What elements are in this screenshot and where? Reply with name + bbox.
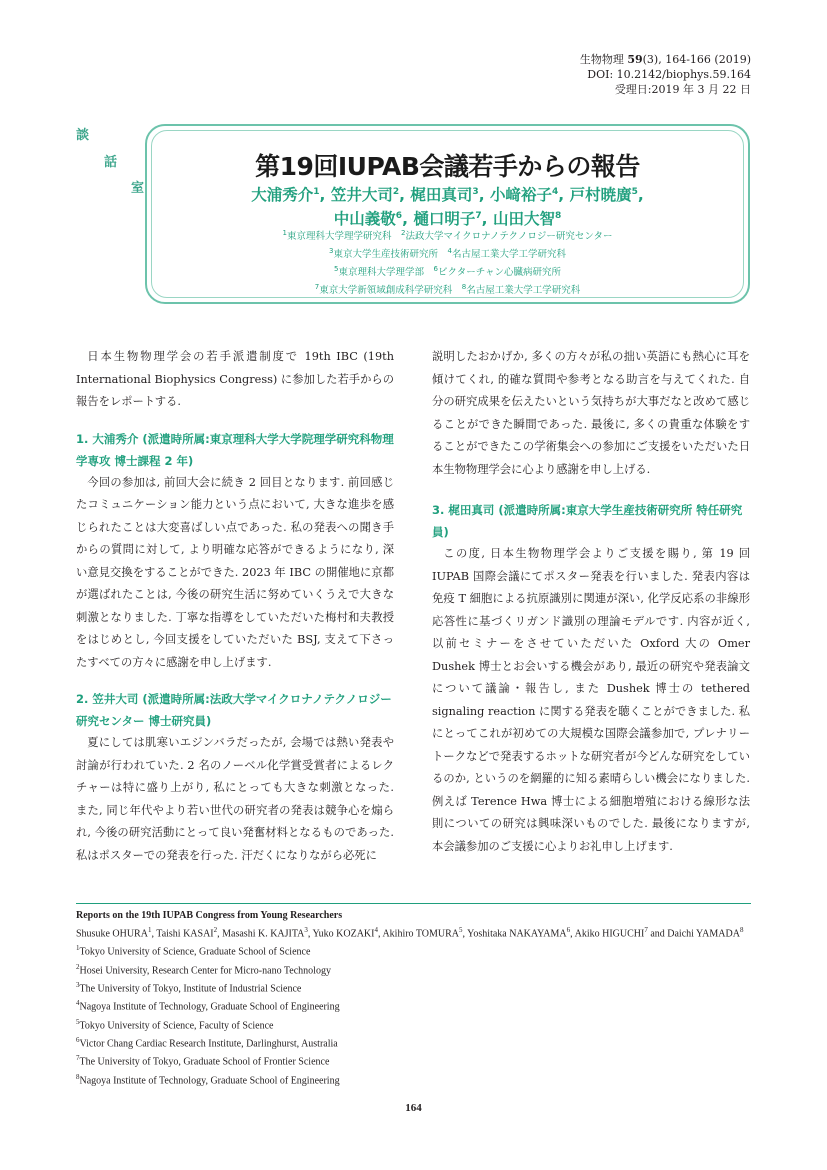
english-affiliation-name: Nagoya Institute of Technology, Graduate School of Engineering xyxy=(79,1074,340,1086)
author-superscript: 5 xyxy=(631,187,638,197)
section-3-text: この度, 日本生物物理学会よりご支援を賜り, 第 19 回 IUPAB 国際会議にてポスター発表を行いました. 発表内容は免疫 T 細胞による抗原識別に関連が深い, 化学反応系の非線形応答性に基づくリガンド識別の理論モデルです. 内容が近く, 以前セミナーをさせていただいた Oxford 大の Omer Dushek 博士とお会いする機会があり, 最近の研究や発表論文について議論・報告し, また Dushek 博士の tethered signaling reaction に関する発表を聴くことができました. 私にとってこれが初めての大規模な国際会議参加で, プレナリートークなどで発表するホットな研究者が今どんな研究をしているのか, というのを網羅的に知る素晴らしい機会になりました. 例えば Terence Hwa 博士による細胞増殖における線形な法則についての研究は興味深いものでした. 最後になりますが, 本会議参加のご支援に心よりお礼申し上げます. xyxy=(432,547,750,853)
affiliation-superscript: 6 xyxy=(433,265,438,274)
english-affiliation xyxy=(76,960,751,978)
author-name: 山田大智 xyxy=(492,210,555,229)
author-line-2: 中山義敬$^6$, 樋口明子$^7$, 山田大智$^8$ xyxy=(333,210,562,229)
author-line-1: 大浦秀介$^1$, 笠井大司$^2$, 梶田真司$^3$, 小﨑裕子$^4$, 戸村暁廣$^5$, xyxy=(251,186,644,205)
affiliation-superscript: 3 xyxy=(329,247,334,256)
english-author-superscript: 2 xyxy=(213,926,218,934)
author-superscript: 6 xyxy=(395,211,403,222)
english-affiliation-name: Tokyo University of Science, Graduate School of Science xyxy=(79,946,311,958)
english-affiliation xyxy=(76,1070,751,1088)
english-author-name: Shusuke OHURA xyxy=(76,928,148,940)
english-affiliation xyxy=(76,1015,751,1033)
section-2-continued: 説明したおかげか, 多くの方々が私の拙い英語にも熱心に耳を傾けてくれ, 的確な質問や参考となる助言を与えてくれた. 自分の研究成果を伝えたいという気持ちが大事だなと改めて感じることができた瞬間であった. 最後に, 多くの貴重な体験をすることができたこの学術集会への参加にご支援をいただいた日本生物物理学会に心より感謝を申し上げる. xyxy=(432,350,750,476)
author-name: 梶田真司 xyxy=(410,186,473,205)
english-affiliation xyxy=(76,1051,751,1069)
author-superscript: 1 xyxy=(313,187,320,197)
article-title: 第19回IUPAB会議若手からの報告 xyxy=(255,152,640,181)
english-authors: Shusuke OHURA$^1$, Taishi KASAI$^2$, Masashi K. KAJITA$^3$, Yuko KOZAKI$^4$, Akihiro TOMURA$^5$, Yoshitaka NAKAYAMA$^6$, Akiko HIGUCHI$^7$ and Daichi YAMADA$^8$ xyxy=(76,926,744,940)
affiliation-name: 東京大学生産技術研究所 xyxy=(333,249,438,261)
issue-pages: (3), 164-166 (2019) xyxy=(642,53,751,66)
affiliation-superscript: 1 xyxy=(282,229,287,237)
intro-paragraph: 日本生物物理学会の若手派遣制度で 19th IBC (19th International Biophysics Congress) に参加した若手からの報告をレポートする. xyxy=(76,350,394,408)
english-affiliation-superscript: 1 xyxy=(76,944,80,953)
english-author-name: Akihiro TOMURA xyxy=(382,928,460,940)
doi: DOI: 10.2142/biophys.59.164 xyxy=(587,68,751,81)
english-affiliation-superscript: 5 xyxy=(76,1017,80,1026)
english-affiliation xyxy=(76,1033,751,1051)
english-affiliation-superscript: 8 xyxy=(76,1072,80,1081)
english-affiliation xyxy=(76,996,751,1014)
volume: 59 xyxy=(627,53,643,66)
affiliation-name: 法政大学マイクロナノテクノロジー研究センター xyxy=(405,231,613,243)
affiliation-list xyxy=(147,226,748,299)
english-author-superscript: 1 xyxy=(147,926,152,934)
affiliation-name: ビクターチャン心臓病研究所 xyxy=(437,267,561,279)
section-label-char-1: 談 xyxy=(76,128,90,143)
affiliation-superscript: 5 xyxy=(334,265,339,274)
affiliation-row xyxy=(147,262,748,280)
right-column xyxy=(432,346,750,858)
author-superscript: 4 xyxy=(552,187,559,197)
english-affiliation-name: Victor Chang Cardiac Research Institute, Darlinghurst, Australia xyxy=(79,1038,338,1050)
affiliation-name: 東京理科大学理学部 xyxy=(338,267,424,279)
english-author-superscript: 7 xyxy=(644,926,648,934)
page-number: 164 xyxy=(405,1102,422,1114)
english-author-name: Taishi KASAI xyxy=(156,928,214,940)
english-affiliation-superscript: 2 xyxy=(76,962,80,971)
english-author-superscript: 5 xyxy=(459,926,463,934)
author-superscript: 7 xyxy=(475,211,482,222)
english-author-name: Yoshitaka NAKAYAMA xyxy=(467,928,567,940)
english-affiliation-superscript: 4 xyxy=(76,999,80,1008)
left-column xyxy=(76,346,394,867)
journal-line xyxy=(580,52,751,67)
affiliation-superscript: 2 xyxy=(401,229,406,237)
affiliation-superscript: 4 xyxy=(447,247,452,256)
section-label-char-2: 話 xyxy=(104,155,118,170)
section-1-text: 今回の参加は, 前回大会に続き 2 回目となります. 前回感じたコミュニケーション能力という点において, 大きな進歩を感じられたことは大変喜ばしい点であった. 私の発表への聞き手からの質問に対して, より明確な応答ができるようになり, 深い意見交換をすることができた. 2023 年 IBC の開催地に京都が選ばれたことは, 今後の研究生活に努めていくうえで大きな刺激となりました. 丁寧な指導をしていただいた梅村和夫教授をはじめとし, 今回支援をしていただいた BSJ, 支えて下さったすべての方々に感謝を申し上げます. xyxy=(76,475,394,669)
english-author-name: Daichi YAMADA xyxy=(667,928,740,940)
english-author-name: Akiko HIGUCHI xyxy=(574,928,645,940)
english-author-name: Masashi K. KAJITA xyxy=(222,928,305,940)
english-affiliation-name: Hosei University, Research Center for Micro-nano Technology xyxy=(79,964,331,976)
author-superscript: 3 xyxy=(472,187,479,197)
english-affiliation-name: Tokyo University of Science, Faculty of Science xyxy=(79,1019,274,1031)
author-name: 中山義敬 xyxy=(333,210,396,229)
title-banner xyxy=(145,124,750,304)
received-date: 受理日:2019 年 3 月 22 日 xyxy=(614,83,751,96)
english-affiliation-name: The University of Tokyo, Graduate School of Frontier Science xyxy=(79,1056,330,1068)
affiliation-row xyxy=(147,244,748,262)
english-affiliation xyxy=(76,941,751,959)
english-footer xyxy=(76,903,751,1088)
section-label-char-3: 室 xyxy=(131,181,145,196)
section-3-heading: 3. 梶田真司 (派遣時所属:東京大学生産技術研究所 特任研究員) xyxy=(432,503,743,539)
author-name: 小﨑裕子 xyxy=(489,186,552,205)
citation-block xyxy=(580,52,751,97)
author-superscript: 8 xyxy=(554,211,562,222)
affiliation-name: 名古屋工業大学工学研究科 xyxy=(466,285,581,297)
affiliation-superscript: 7 xyxy=(314,283,320,292)
author-name: 樋口明子 xyxy=(413,210,476,229)
affiliation-row xyxy=(147,226,748,244)
affiliation-name: 東京理科大学理学研究科 xyxy=(286,231,392,243)
english-author-name: Yuko KOZAKI xyxy=(312,928,375,940)
affiliation-row xyxy=(147,280,748,298)
author-name: 大浦秀介 xyxy=(251,186,314,205)
journal-name: 生物物理 xyxy=(579,53,624,66)
english-affiliation-name: Nagoya Institute of Technology, Graduate School of Engineering xyxy=(79,1001,340,1013)
english-affiliations xyxy=(76,941,751,1088)
english-affiliation-superscript: 7 xyxy=(76,1054,80,1063)
affiliation-name: 名古屋工業大学工学研究科 xyxy=(451,249,566,261)
english-author-superscript: 3 xyxy=(304,926,308,934)
english-affiliation xyxy=(76,978,751,996)
affiliation-name: 東京大学新領域創成科学研究科 xyxy=(319,285,453,297)
english-affiliation-name: The University of Tokyo, Institute of Industrial Science xyxy=(79,983,302,995)
section-1-heading: 1. 大浦秀介 (派遣時所属:東京理科大学大学院理学研究科物理学専攻 博士課程 2 年) xyxy=(76,431,394,468)
english-author-superscript: 8 xyxy=(739,926,744,934)
section-2-heading: 2. 笠井大司 (派遣時所属:法政大学マイクロナノテクノロジー研究センター 博士研究員) xyxy=(76,692,392,728)
english-affiliation-superscript: 3 xyxy=(76,980,80,989)
author-superscript: 2 xyxy=(392,187,400,197)
author-name: 戸村暁廣 xyxy=(569,186,632,205)
affiliation-superscript: 8 xyxy=(461,283,467,292)
author-name: 笠井大司 xyxy=(330,186,393,205)
english-author-superscript: 4 xyxy=(374,926,378,934)
author-list xyxy=(147,182,748,230)
english-title: Reports on the 19th IUPAB Congress from Young Researchers xyxy=(76,910,343,921)
section-2-text: 夏にしては肌寒いエジンバラだったが, 会場では熱い発表や討論が行われていた. 2 名のノーベル化学賞受賞者によるレクチャーは特に盛り上がり, 私にとっても大きな刺激となった. また, 同じ年代やより若い世代の研究者の発表は競争心を煽られ, 今後の研究活動にとって良い発奮材料となるものであった. 私はポスターでの発表を行った. 汗だくになりながら必死に xyxy=(76,736,394,862)
english-affiliation-superscript: 6 xyxy=(76,1035,80,1044)
english-author-superscript: 6 xyxy=(566,926,571,934)
